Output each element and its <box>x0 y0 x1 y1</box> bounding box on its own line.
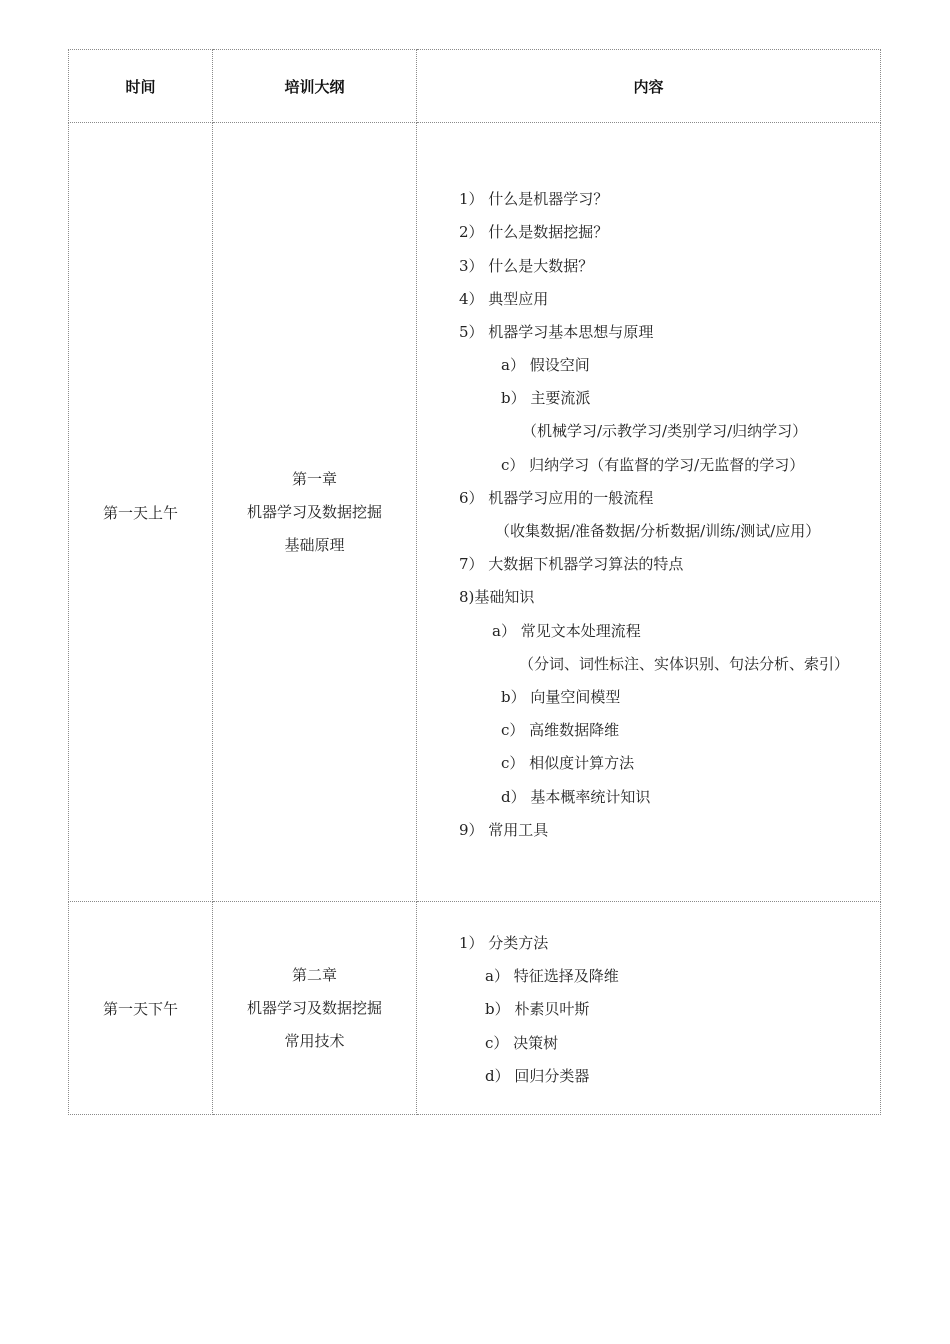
time-cell: 第一天下午 <box>69 902 213 1115</box>
list-item: b） 向量空间模型 <box>501 687 621 706</box>
list-item: 2） 什么是数据挖掘？ <box>459 223 609 242</box>
content-list <box>417 923 880 1093</box>
header-content: 内容 <box>417 50 881 123</box>
list-item: c） 归纳学习（有监督的学习/无监督的学习） <box>501 455 805 474</box>
list-item: 9） 常用工具 <box>459 820 549 839</box>
list-item: 4） 典型应用 <box>459 289 549 308</box>
list-item: 7） 大数据下机器学习算法的特点 <box>459 555 684 574</box>
content-cell <box>417 123 881 902</box>
chapter-title: 机器学习及数据挖掘 <box>246 502 382 521</box>
chapter-number: 第二章 <box>291 965 337 984</box>
content-list <box>417 177 880 847</box>
list-item: d） 基本概率统计知识 <box>501 787 651 806</box>
header-row <box>69 50 881 123</box>
list-item: （机械学习/示教学习/类别学习/归纳学习） <box>522 422 808 441</box>
list-item: d） 回归分类器 <box>485 1066 590 1085</box>
list-item: c） 决策树 <box>485 1033 559 1052</box>
list-item: （分词、词性标注、实体识别、句法分析、索引） <box>519 654 850 673</box>
header-time: 时间 <box>69 50 213 123</box>
chapter-subtitle: 基础原理 <box>284 535 345 554</box>
list-item: a） 特征选择及降维 <box>485 967 619 986</box>
list-item: a） 常见文本处理流程 <box>492 621 641 640</box>
list-item: 6） 机器学习应用的一般流程 <box>459 488 654 507</box>
chapter-subtitle: 常用技术 <box>284 1031 345 1050</box>
header-outline: 培训大纲 <box>213 50 417 123</box>
chapter-title: 机器学习及数据挖掘 <box>246 998 382 1017</box>
training-outline-table <box>68 49 881 1115</box>
list-item: c） 高维数据降维 <box>501 721 620 740</box>
list-item: b） 主要流派 <box>501 389 591 408</box>
list-item: 8)基础知识 <box>459 588 535 607</box>
chapter-cell <box>213 123 417 902</box>
list-item: c） 相似度计算方法 <box>501 754 635 773</box>
list-item: a） 假设空间 <box>501 356 590 375</box>
chapter-number: 第一章 <box>291 469 337 488</box>
list-item: 1） 分类方法 <box>459 934 549 953</box>
list-item: （收集数据/准备数据/分析数据/训练/测试/应用） <box>495 522 821 540</box>
list-item: 1） 什么是机器学习？ <box>459 190 609 209</box>
chapter-cell <box>213 902 417 1115</box>
table-row <box>69 123 881 902</box>
content-cell <box>417 902 881 1115</box>
time-cell: 第一天上午 <box>69 123 213 902</box>
list-item: 5） 机器学习基本思想与原理 <box>459 322 654 341</box>
table-row <box>69 902 881 1115</box>
list-item: 3） 什么是大数据？ <box>459 256 594 275</box>
list-item: b） 朴素贝叶斯 <box>485 1000 590 1019</box>
